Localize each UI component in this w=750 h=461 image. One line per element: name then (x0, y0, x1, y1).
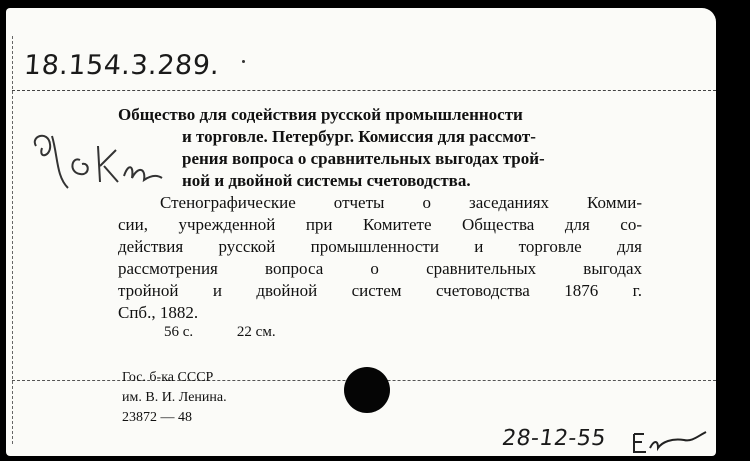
heading-line: рения вопроса о сравнительных выгодах трой- (182, 149, 545, 168)
description-line: Спб., 1882. (118, 303, 199, 322)
library-name: Гос. б-ка СССР (122, 370, 214, 385)
description-line: тройной и двойной систем счетоводства 1876 г. (118, 281, 642, 300)
book-size: 22 см. (236, 324, 276, 340)
margin-rule (12, 36, 13, 444)
heading-line: и торговле. Петербург. Комиссия для рассмот- (182, 127, 536, 146)
entry-heading (118, 104, 642, 192)
punch-hole (344, 367, 390, 413)
heading-line: ной и двойной системы счетоводства. (182, 171, 471, 190)
header-rule (12, 90, 716, 91)
library-stamp (122, 368, 227, 428)
ink-dot (242, 60, 245, 63)
library-dedication: им. В. И. Ленина. (122, 390, 227, 405)
entry-description (118, 192, 642, 324)
heading-line: Общество для содействия русской промышленности (118, 105, 523, 124)
description-line: Стенографические отчеты о заседаниях Комми- (160, 193, 642, 212)
description-line: действия русской промышленности и торговле для (118, 237, 642, 256)
physical-description (164, 324, 276, 341)
scan-edge (716, 0, 750, 461)
top-dotted-rule (6, 36, 716, 38)
description-line: сии, учрежденной при Комитете Общества для со- (118, 215, 642, 234)
description-line: рассмотрения вопроса о сравнительных выгодах (118, 259, 642, 278)
print-order-number: 23872 — 48 (122, 410, 192, 425)
page-count: 56 с. (164, 324, 194, 340)
catalog-card (6, 8, 716, 456)
catalog-entry (118, 104, 642, 324)
signature-icon (628, 426, 708, 456)
shelfmark: 18.154.3.289. (22, 50, 221, 81)
handwritten-date: 28-12-55 (500, 426, 608, 451)
